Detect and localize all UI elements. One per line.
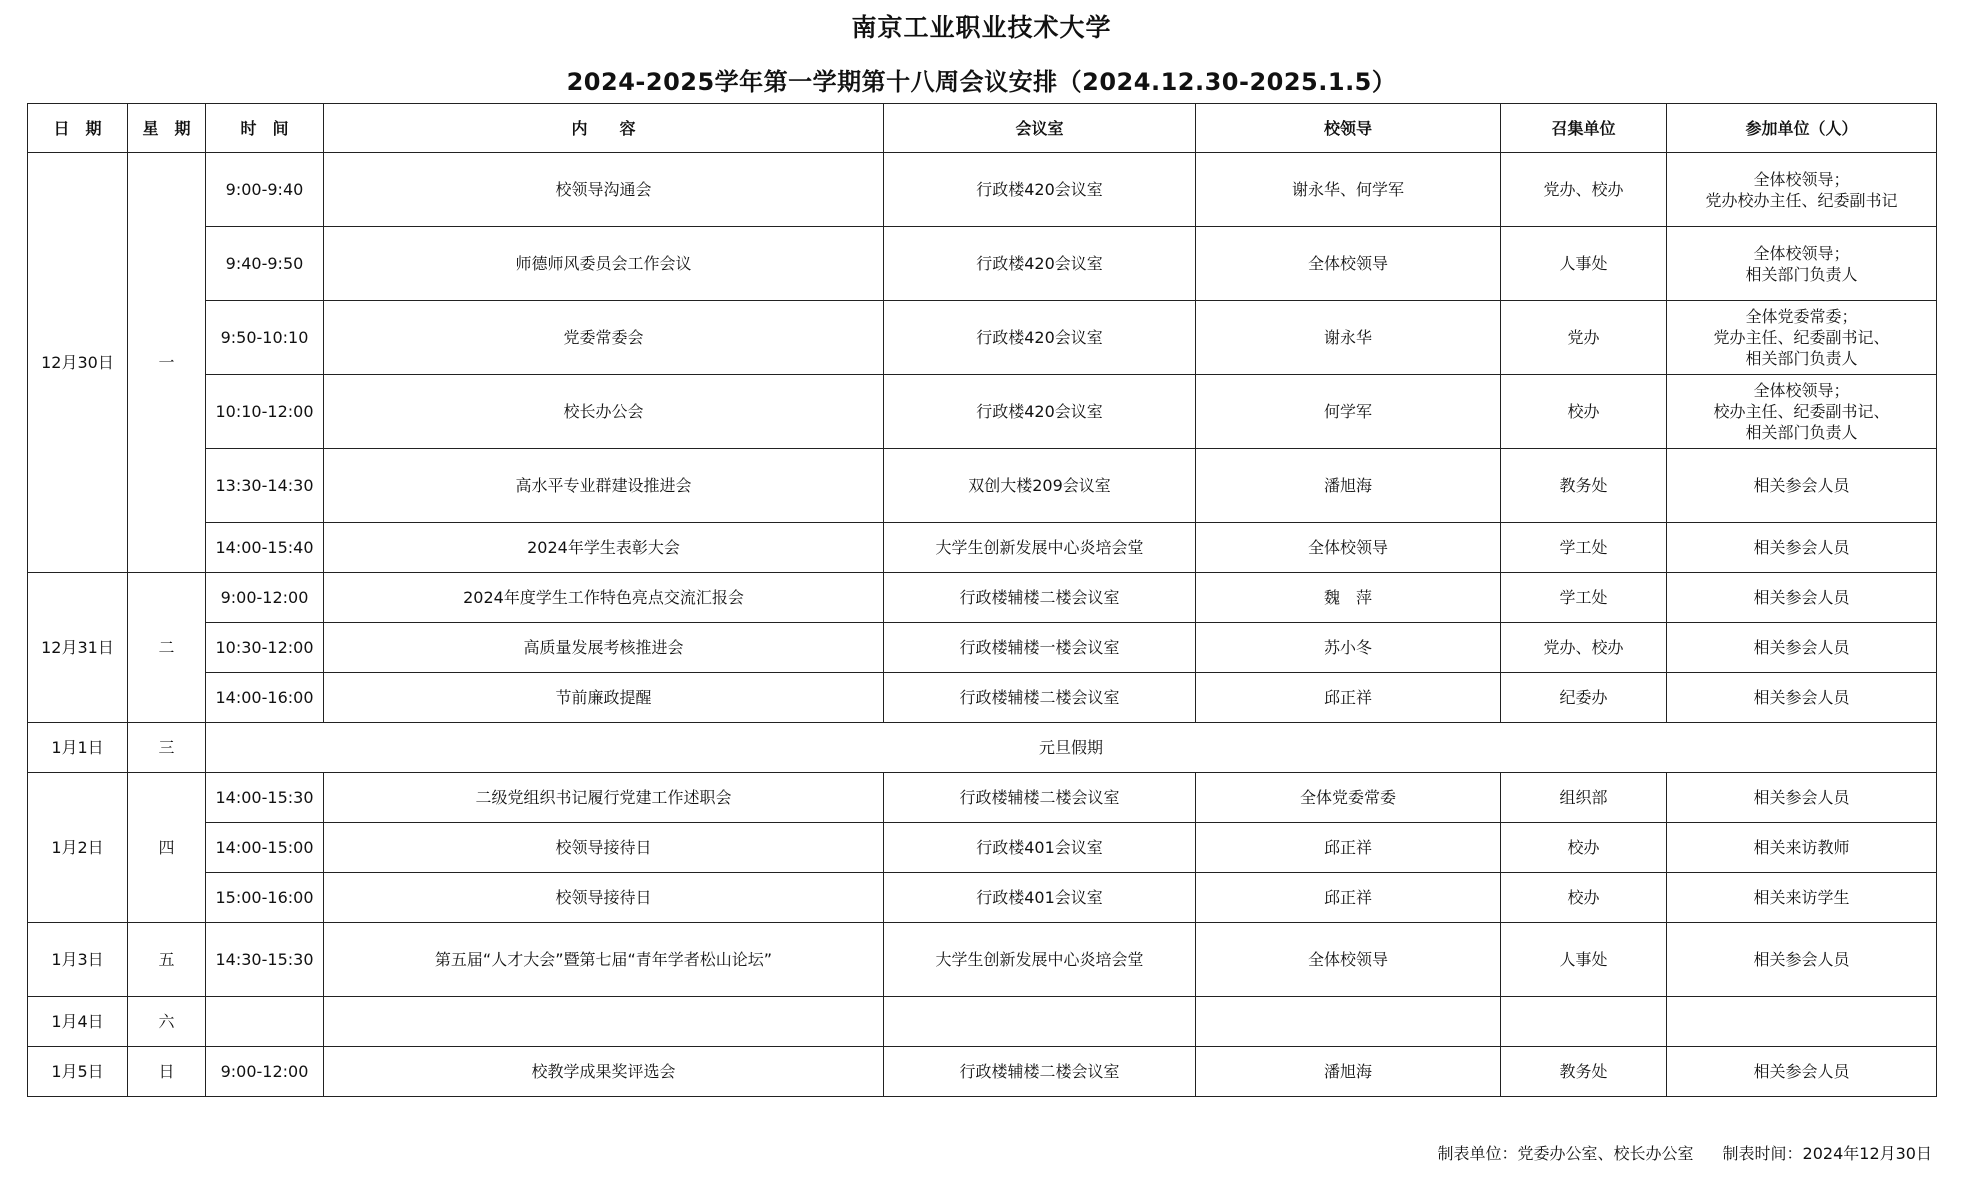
- attendees-cell: [1667, 449, 1937, 523]
- leader-cell: 邱正祥: [1196, 673, 1501, 723]
- content-cell: [324, 997, 884, 1047]
- header-content: 内 容: [324, 104, 884, 153]
- leader-cell: 全体校领导: [1196, 923, 1501, 997]
- room-cell: 行政楼辅楼二楼会议室: [884, 773, 1196, 823]
- convener-cell: [1501, 997, 1667, 1047]
- attendees-cell: [1667, 873, 1937, 923]
- date-cell: 1月1日: [28, 723, 128, 773]
- date-cell: 12月30日: [28, 153, 128, 573]
- time-cell: 13:30-14:30: [206, 449, 324, 523]
- convener-cell: 人事处: [1501, 227, 1667, 301]
- attendees-line: 相关参会人员: [1753, 476, 1850, 495]
- time-cell: 14:30-15:30: [206, 923, 324, 997]
- attendees-line: 全体校领导；: [1753, 169, 1850, 189]
- room-cell: 行政楼辅楼二楼会议室: [884, 673, 1196, 723]
- time-cell: 9:40-9:50: [206, 227, 324, 301]
- attendees-cell: [1667, 153, 1937, 227]
- content-cell: 2024年学生表彰大会: [324, 523, 884, 573]
- table-row: [28, 673, 1937, 723]
- content-cell: 二级党组织书记履行党建工作述职会: [324, 773, 884, 823]
- table-row: [28, 623, 1937, 673]
- content-cell: 校领导接待日: [324, 873, 884, 923]
- time-cell: 9:00-12:00: [206, 1047, 324, 1097]
- attendees-cell: [1667, 227, 1937, 301]
- room-cell: 行政楼420会议室: [884, 153, 1196, 227]
- time-cell: [206, 997, 324, 1047]
- attendees-line: 党办校办主任、纪委副书记: [1705, 190, 1898, 210]
- leader-cell: 潘旭海: [1196, 1047, 1501, 1097]
- date-cell: 1月2日: [28, 773, 128, 923]
- leader-cell: 邱正祥: [1196, 823, 1501, 873]
- weekday-cell: 五: [128, 923, 206, 997]
- attendees-line: 校办主任、纪委副书记、: [1713, 402, 1890, 421]
- attendees-line: 相关参会人员: [1753, 688, 1850, 707]
- leader-cell: 潘旭海: [1196, 449, 1501, 523]
- convener-cell: 校办: [1501, 873, 1667, 923]
- header-time: 时 间: [206, 104, 324, 153]
- leader-cell: 谢永华、何学军: [1196, 153, 1501, 227]
- attendees-line: 相关参会人员: [1753, 638, 1850, 657]
- attendees-line: 全体校领导；: [1753, 381, 1850, 400]
- weekday-cell: 三: [128, 723, 206, 773]
- attendees-line: 相关部门负责人: [1745, 349, 1858, 368]
- time-cell: 10:10-12:00: [206, 375, 324, 449]
- weekday-cell: 日: [128, 1047, 206, 1097]
- table-row: [28, 227, 1937, 301]
- footer-maker: 制表单位：党委办公室、校长办公室: [1437, 1144, 1694, 1163]
- leader-cell: 谢永华: [1196, 301, 1501, 375]
- room-cell: [884, 997, 1196, 1047]
- attendees-line: 相关来访教师: [1753, 838, 1850, 857]
- convener-cell: 党办、校办: [1501, 153, 1667, 227]
- attendees-cell: [1667, 997, 1937, 1047]
- table-row: [28, 153, 1937, 227]
- content-cell: 校领导接待日: [324, 823, 884, 873]
- header-attendees: 参加单位（人）: [1667, 104, 1937, 153]
- table-row: [28, 301, 1937, 375]
- document-title: 南京工业职业技术大学: [851, 13, 1112, 42]
- time-cell: 9:00-9:40: [206, 153, 324, 227]
- attendees-line: 相关参会人员: [1753, 588, 1850, 607]
- header-room: 会议室: [884, 104, 1196, 153]
- table-header-row: [28, 104, 1937, 153]
- convener-cell: 纪委办: [1501, 673, 1667, 723]
- table-row: [28, 449, 1937, 523]
- convener-cell: 校办: [1501, 823, 1667, 873]
- time-cell: 14:00-15:30: [206, 773, 324, 823]
- table-row: [28, 375, 1937, 449]
- attendees-cell: [1667, 923, 1937, 997]
- document-subtitle: 2024-2025学年第一学期第十八周会议安排（2024.12.30-2025.1.5）: [566, 68, 1397, 96]
- time-cell: 10:30-12:00: [206, 623, 324, 673]
- content-cell: 高水平专业群建设推进会: [324, 449, 884, 523]
- meeting-schedule-table: [27, 103, 1937, 1097]
- attendees-cell: [1667, 523, 1937, 573]
- convener-cell: 党办、校办: [1501, 623, 1667, 673]
- header-convener: 召集单位: [1501, 104, 1667, 153]
- table-row: [28, 723, 1937, 773]
- convener-cell: 教务处: [1501, 449, 1667, 523]
- header-weekday: 星 期: [128, 104, 206, 153]
- content-cell: 节前廉政提醒: [324, 673, 884, 723]
- room-cell: 行政楼401会议室: [884, 873, 1196, 923]
- time-cell: 15:00-16:00: [206, 873, 324, 923]
- leader-cell: 全体校领导: [1196, 227, 1501, 301]
- header-leader: 校领导: [1196, 104, 1501, 153]
- attendees-line: 相关参会人员: [1753, 788, 1850, 807]
- content-cell: 2024年度学生工作特色亮点交流汇报会: [324, 573, 884, 623]
- room-cell: 行政楼420会议室: [884, 227, 1196, 301]
- table-row: [28, 523, 1937, 573]
- table-row: [28, 873, 1937, 923]
- convener-cell: 组织部: [1501, 773, 1667, 823]
- convener-cell: 校办: [1501, 375, 1667, 449]
- content-cell: 党委常委会: [324, 301, 884, 375]
- table-row: [28, 923, 1937, 997]
- table-row: [28, 773, 1937, 823]
- time-cell: 9:00-12:00: [206, 573, 324, 623]
- footer-made-time: 制表时间：2024年12月30日: [1722, 1144, 1932, 1163]
- room-cell: 大学生创新发展中心炎培会堂: [884, 923, 1196, 997]
- content-cell: 校长办公会: [324, 375, 884, 449]
- weekday-cell: 一: [128, 153, 206, 573]
- footer: [1413, 1141, 1932, 1164]
- room-cell: 大学生创新发展中心炎培会堂: [884, 523, 1196, 573]
- room-cell: 行政楼401会议室: [884, 823, 1196, 873]
- attendees-cell: [1667, 773, 1937, 823]
- attendees-line: 全体党委常委；: [1745, 307, 1858, 326]
- table-row: [28, 823, 1937, 873]
- room-cell: 行政楼辅楼二楼会议室: [884, 573, 1196, 623]
- attendees-line: 相关部门负责人: [1745, 264, 1858, 284]
- attendees-cell: [1667, 623, 1937, 673]
- table-row: [28, 997, 1937, 1047]
- attendees-line: 全体校领导；: [1753, 243, 1850, 263]
- attendees-cell: [1667, 823, 1937, 873]
- date-cell: 1月3日: [28, 923, 128, 997]
- time-cell: 9:50-10:10: [206, 301, 324, 375]
- time-cell: 14:00-15:40: [206, 523, 324, 573]
- content-cell: 校教学成果奖评选会: [324, 1047, 884, 1097]
- convener-cell: 学工处: [1501, 523, 1667, 573]
- weekday-cell: 四: [128, 773, 206, 923]
- leader-cell: 何学军: [1196, 375, 1501, 449]
- leader-cell: 魏 萍: [1196, 573, 1501, 623]
- convener-cell: 教务处: [1501, 1047, 1667, 1097]
- attendees-line: 相关来访学生: [1753, 888, 1850, 907]
- attendees-cell: [1667, 375, 1937, 449]
- room-cell: 行政楼辅楼一楼会议室: [884, 623, 1196, 673]
- content-cell: 师德师风委员会工作会议: [324, 227, 884, 301]
- leader-cell: 全体校领导: [1196, 523, 1501, 573]
- date-cell: 1月5日: [28, 1047, 128, 1097]
- time-cell: 14:00-16:00: [206, 673, 324, 723]
- room-cell: 行政楼辅楼二楼会议室: [884, 1047, 1196, 1097]
- leader-cell: 全体党委常委: [1196, 773, 1501, 823]
- attendees-cell: [1667, 1047, 1937, 1097]
- attendees-cell: [1667, 673, 1937, 723]
- content-cell: 校领导沟通会: [324, 153, 884, 227]
- content-cell: 第五届“人才大会”暨第七届“青年学者松山论坛”: [324, 923, 884, 997]
- table-row: [28, 573, 1937, 623]
- convener-cell: 党办: [1501, 301, 1667, 375]
- table-body: [28, 153, 1937, 1097]
- holiday-cell: 元旦假期: [206, 723, 1937, 773]
- weekday-cell: 二: [128, 573, 206, 723]
- room-cell: 行政楼420会议室: [884, 301, 1196, 375]
- weekday-cell: 六: [128, 997, 206, 1047]
- attendees-line: 相关参会人员: [1753, 1062, 1850, 1081]
- room-cell: 行政楼420会议室: [884, 375, 1196, 449]
- attendees-cell: [1667, 301, 1937, 375]
- convener-cell: 学工处: [1501, 573, 1667, 623]
- leader-cell: 苏小冬: [1196, 623, 1501, 673]
- room-cell: 双创大楼209会议室: [884, 449, 1196, 523]
- attendees-line: 相关部门负责人: [1745, 423, 1858, 442]
- content-cell: 高质量发展考核推进会: [324, 623, 884, 673]
- date-cell: 12月31日: [28, 573, 128, 723]
- date-cell: 1月4日: [28, 997, 128, 1047]
- leader-cell: 邱正祥: [1196, 873, 1501, 923]
- attendees-line: 相关参会人员: [1753, 538, 1850, 557]
- table-row: [28, 1047, 1937, 1097]
- leader-cell: [1196, 997, 1501, 1047]
- header-date: 日 期: [28, 104, 128, 153]
- time-cell: 14:00-15:00: [206, 823, 324, 873]
- attendees-cell: [1667, 573, 1937, 623]
- attendees-line: 党办主任、纪委副书记、: [1713, 328, 1890, 347]
- attendees-line: 相关参会人员: [1753, 950, 1850, 969]
- convener-cell: 人事处: [1501, 923, 1667, 997]
